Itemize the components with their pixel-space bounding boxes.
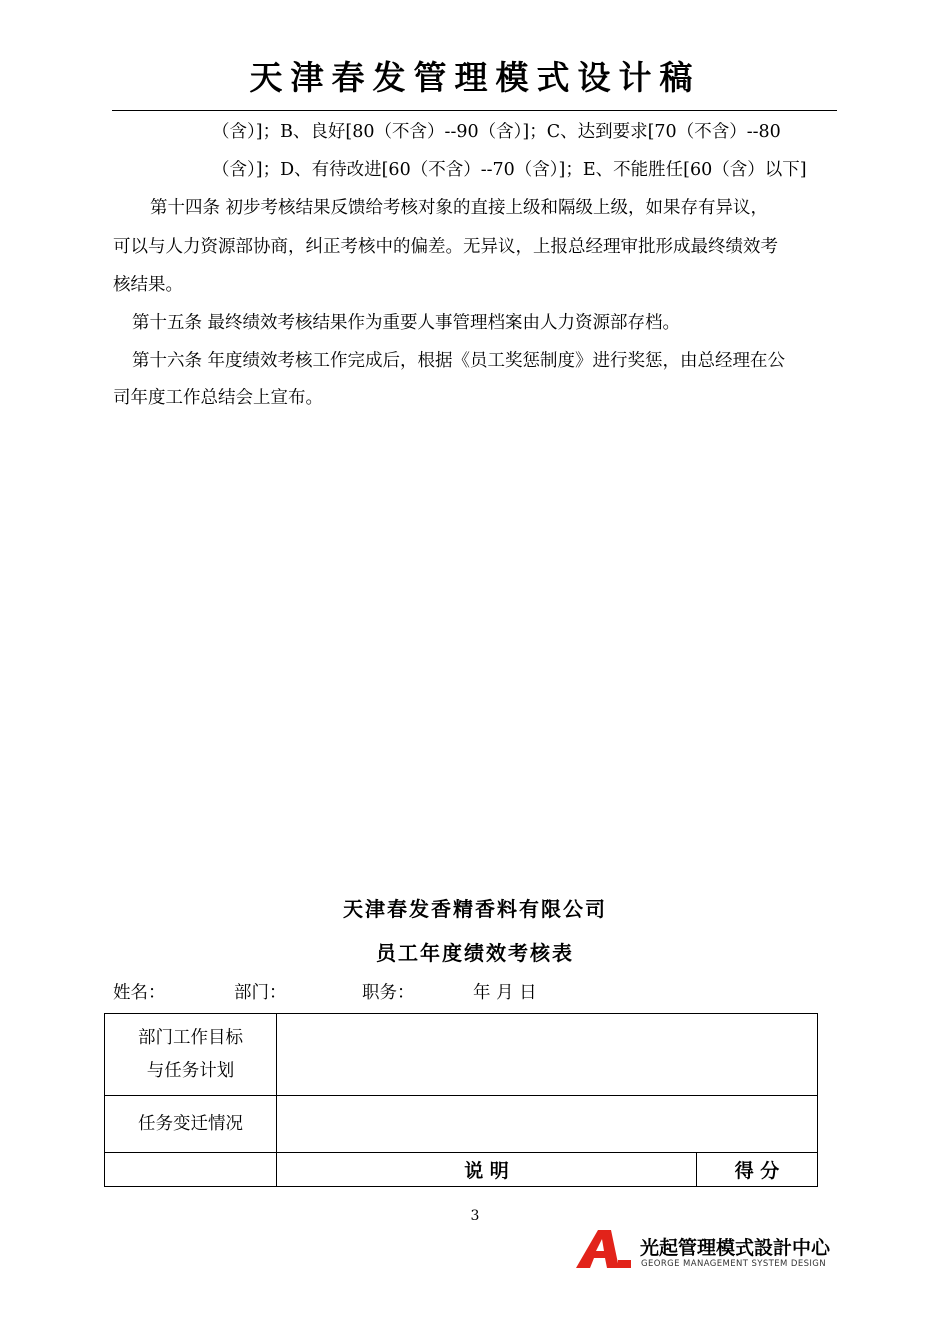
logo-english-text: GEORGE MANAGEMENT SYSTEM DESIGN xyxy=(641,1259,827,1269)
goals-label-line-1: 部门工作目标 xyxy=(138,1027,243,1048)
table-row xyxy=(105,1096,818,1153)
page-number: 3 xyxy=(470,1208,480,1224)
company-logo-icon xyxy=(574,1229,632,1269)
table-row xyxy=(105,1153,818,1187)
body-line-7: 第十六条 年度绩效考核工作完成后，根据《员工奖惩制度》进行奖惩，由总经理在公 xyxy=(132,351,786,371)
body-line-4: 可以与人力资源部协商，纠正考核中的偏差。无异议，上报总经理审批形成最终绩效考 xyxy=(113,237,778,257)
body-line-6: 第十五条 最终绩效考核结果作为重要人事管理档案由人力资源部存档。 xyxy=(132,313,681,333)
body-line-3: 第十四条 初步考核结果反馈给考核对象的直接上级和隔级上级，如果存有异议， xyxy=(150,198,769,218)
goals-label-cell xyxy=(105,1014,277,1096)
body-line-5: 核结果。 xyxy=(113,275,183,295)
company-name: 天津春发香精香料有限公司 xyxy=(343,897,607,921)
changes-input-cell[interactable] xyxy=(277,1096,818,1153)
blank-header-cell xyxy=(105,1153,277,1187)
header-divider xyxy=(112,110,837,111)
goals-input-cell[interactable] xyxy=(277,1014,818,1096)
logo-chinese-text: 光起管理模式設計中心 xyxy=(640,1237,831,1259)
date-field-label: 年 月 日 xyxy=(473,983,537,1003)
name-field-label: 姓名： xyxy=(113,983,166,1003)
score-header-cell: 得 分 xyxy=(697,1153,818,1187)
appraisal-table xyxy=(104,1013,818,1187)
goals-label-line-2: 与任务计划 xyxy=(146,1060,235,1081)
body-line-2: （含）]；D、有待改进[60（不含）--70（含）]；E、不能胜任[60（含）以下] xyxy=(212,160,807,180)
body-line-1: （含）]；B、良好[80（不含）--90（含）]；C、达到要求[70（不含）--80 xyxy=(212,122,781,142)
table-row xyxy=(105,1014,818,1096)
body-line-8: 司年度工作总结会上宣布。 xyxy=(113,388,323,408)
description-header-cell: 说 明 xyxy=(277,1153,697,1187)
position-field-label: 职务： xyxy=(362,983,415,1003)
form-title: 员工年度绩效考核表 xyxy=(376,941,574,965)
department-field-label: 部门： xyxy=(234,983,287,1003)
changes-label-cell: 任务变迁情况 xyxy=(105,1096,277,1153)
page-header-title: 天津春发管理模式设计稿 xyxy=(249,58,701,97)
